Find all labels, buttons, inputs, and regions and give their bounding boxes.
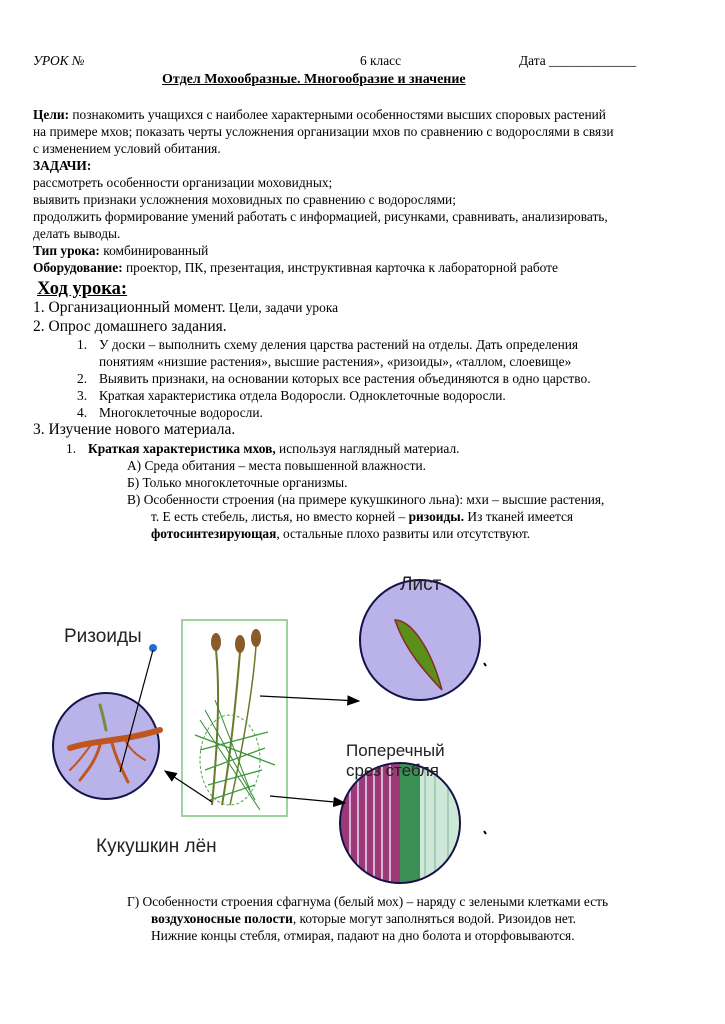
point-b: Б) Только многоклеточные организмы. — [127, 475, 348, 490]
list-item: Многоклеточные водоросли. — [99, 405, 263, 420]
step-1-title: 1. Организационный момент. — [33, 299, 226, 316]
point-c-text: т. Е есть стебель, листья, но вместо корней – — [151, 509, 409, 524]
point-c-line-3 — [151, 525, 530, 542]
point-g-bold: воздухоносные полости — [151, 911, 293, 926]
course-heading: Ход урока: — [37, 279, 128, 299]
list-item-num: 4. — [77, 405, 88, 420]
point-g-line-2 — [151, 910, 576, 927]
point-c-bold: ризоиды. — [408, 509, 465, 524]
list-item: Краткая характеристика отдела Водоросли. Одноклеточные водоросли. — [99, 388, 506, 403]
tasks-label: ЗАДАЧИ: — [33, 158, 92, 173]
step-2-title: 2. Опрос домашнего задания. — [33, 318, 227, 335]
equipment-line — [33, 259, 558, 276]
list-item: Выявить признаки, на основании которых все растения объединяются в одно царство. — [99, 371, 591, 386]
point-g-line-1: Г) Особенности строения сфагнума (белый мох) – наряду с зелеными клетками есть — [127, 894, 609, 909]
point-c-text-3: , остальные плохо развиты или отсутствуют. — [276, 526, 531, 541]
list-item-num: 3. — [77, 388, 88, 403]
sub-1-bold: Краткая характеристика мхов, — [88, 441, 276, 456]
goals-line-3: с изменением условий обитания. — [33, 141, 221, 156]
point-a: А) Среда обитания – места повышенной влажности. — [127, 458, 426, 473]
step-1-tail: Цели, задачи урока — [225, 300, 339, 315]
point-g-text: , которые могут заполняться водой. Ризоидов нет. — [292, 911, 577, 926]
goals-line-2: на примере мхов; показать черты усложнения организации мхов по сравнению с водорослями в связи — [33, 124, 614, 139]
list-item-num: 2. — [77, 371, 88, 386]
step-1 — [33, 299, 338, 316]
sub-1-rest: используя наглядный материал. — [275, 441, 460, 456]
task-item: делать выводы. — [33, 226, 121, 241]
sub-1-line — [88, 440, 459, 457]
label-leaf: Лист — [400, 574, 442, 595]
moss-figure — [0, 560, 725, 890]
equipment-value: проектор, ПК, презентация, инструктивная карточка к лабораторной работе — [122, 260, 558, 275]
point-c-bold-2: фотосинтезирующая — [151, 526, 277, 541]
point-c-text-2: Из тканей имеется — [464, 509, 574, 524]
lesson-type-value: комбинированный — [99, 243, 209, 258]
page-title: Отдел Мохообразные. Многообразие и значение — [162, 72, 466, 87]
list-item-num: 1. — [77, 337, 88, 352]
sub-1-num: 1. — [66, 441, 77, 456]
date-label: Дата _____________ — [519, 53, 637, 68]
task-item: выявить признаки усложнения моховидных по сравнению с водорослями; — [33, 192, 456, 207]
lesson-type-label: Тип урока: — [33, 243, 100, 258]
goals-label: Цели: — [33, 107, 70, 122]
goals-line-1 — [33, 106, 606, 123]
point-g-line-3: Нижние концы стебля, отмирая, падают на дно болота и оторфовываются. — [151, 928, 575, 943]
label-stem-section-2: срез стебля — [346, 761, 440, 780]
grade-label: 6 класс — [360, 53, 402, 68]
equipment-label: Оборудование: — [33, 260, 123, 275]
lesson-number-label: УРОК № — [33, 53, 85, 68]
lesson-type-line — [33, 242, 208, 259]
list-item: понятиям «низшие растения», высшие растения», «ризоиды», «таллом, слоевище» — [99, 354, 572, 369]
task-item: рассмотреть особенности организации моховидных; — [33, 175, 333, 190]
label-rhizoids: Ризоиды — [64, 626, 142, 647]
step-3-title: 3. Изучение нового материала. — [33, 421, 236, 438]
point-c-line-1: В) Особенности строения (на примере кукушкиного льна): мхи – высшие растения, — [127, 492, 605, 507]
goals-text-1: познакомить учащихся с наиболее характерными особенностями высших споровых растений — [69, 107, 606, 122]
point-c-line-2 — [151, 508, 573, 525]
list-item: У доски – выполнить схему деления царства растений на отделы. Дать определения — [99, 337, 579, 352]
label-plant-name: Кукушкин лён — [96, 836, 217, 857]
label-stem-section-1: Поперечный — [346, 741, 445, 760]
task-item: продолжить формирование умений работать с информацией, рисунками, сравнивать, анализировать, — [33, 209, 608, 224]
